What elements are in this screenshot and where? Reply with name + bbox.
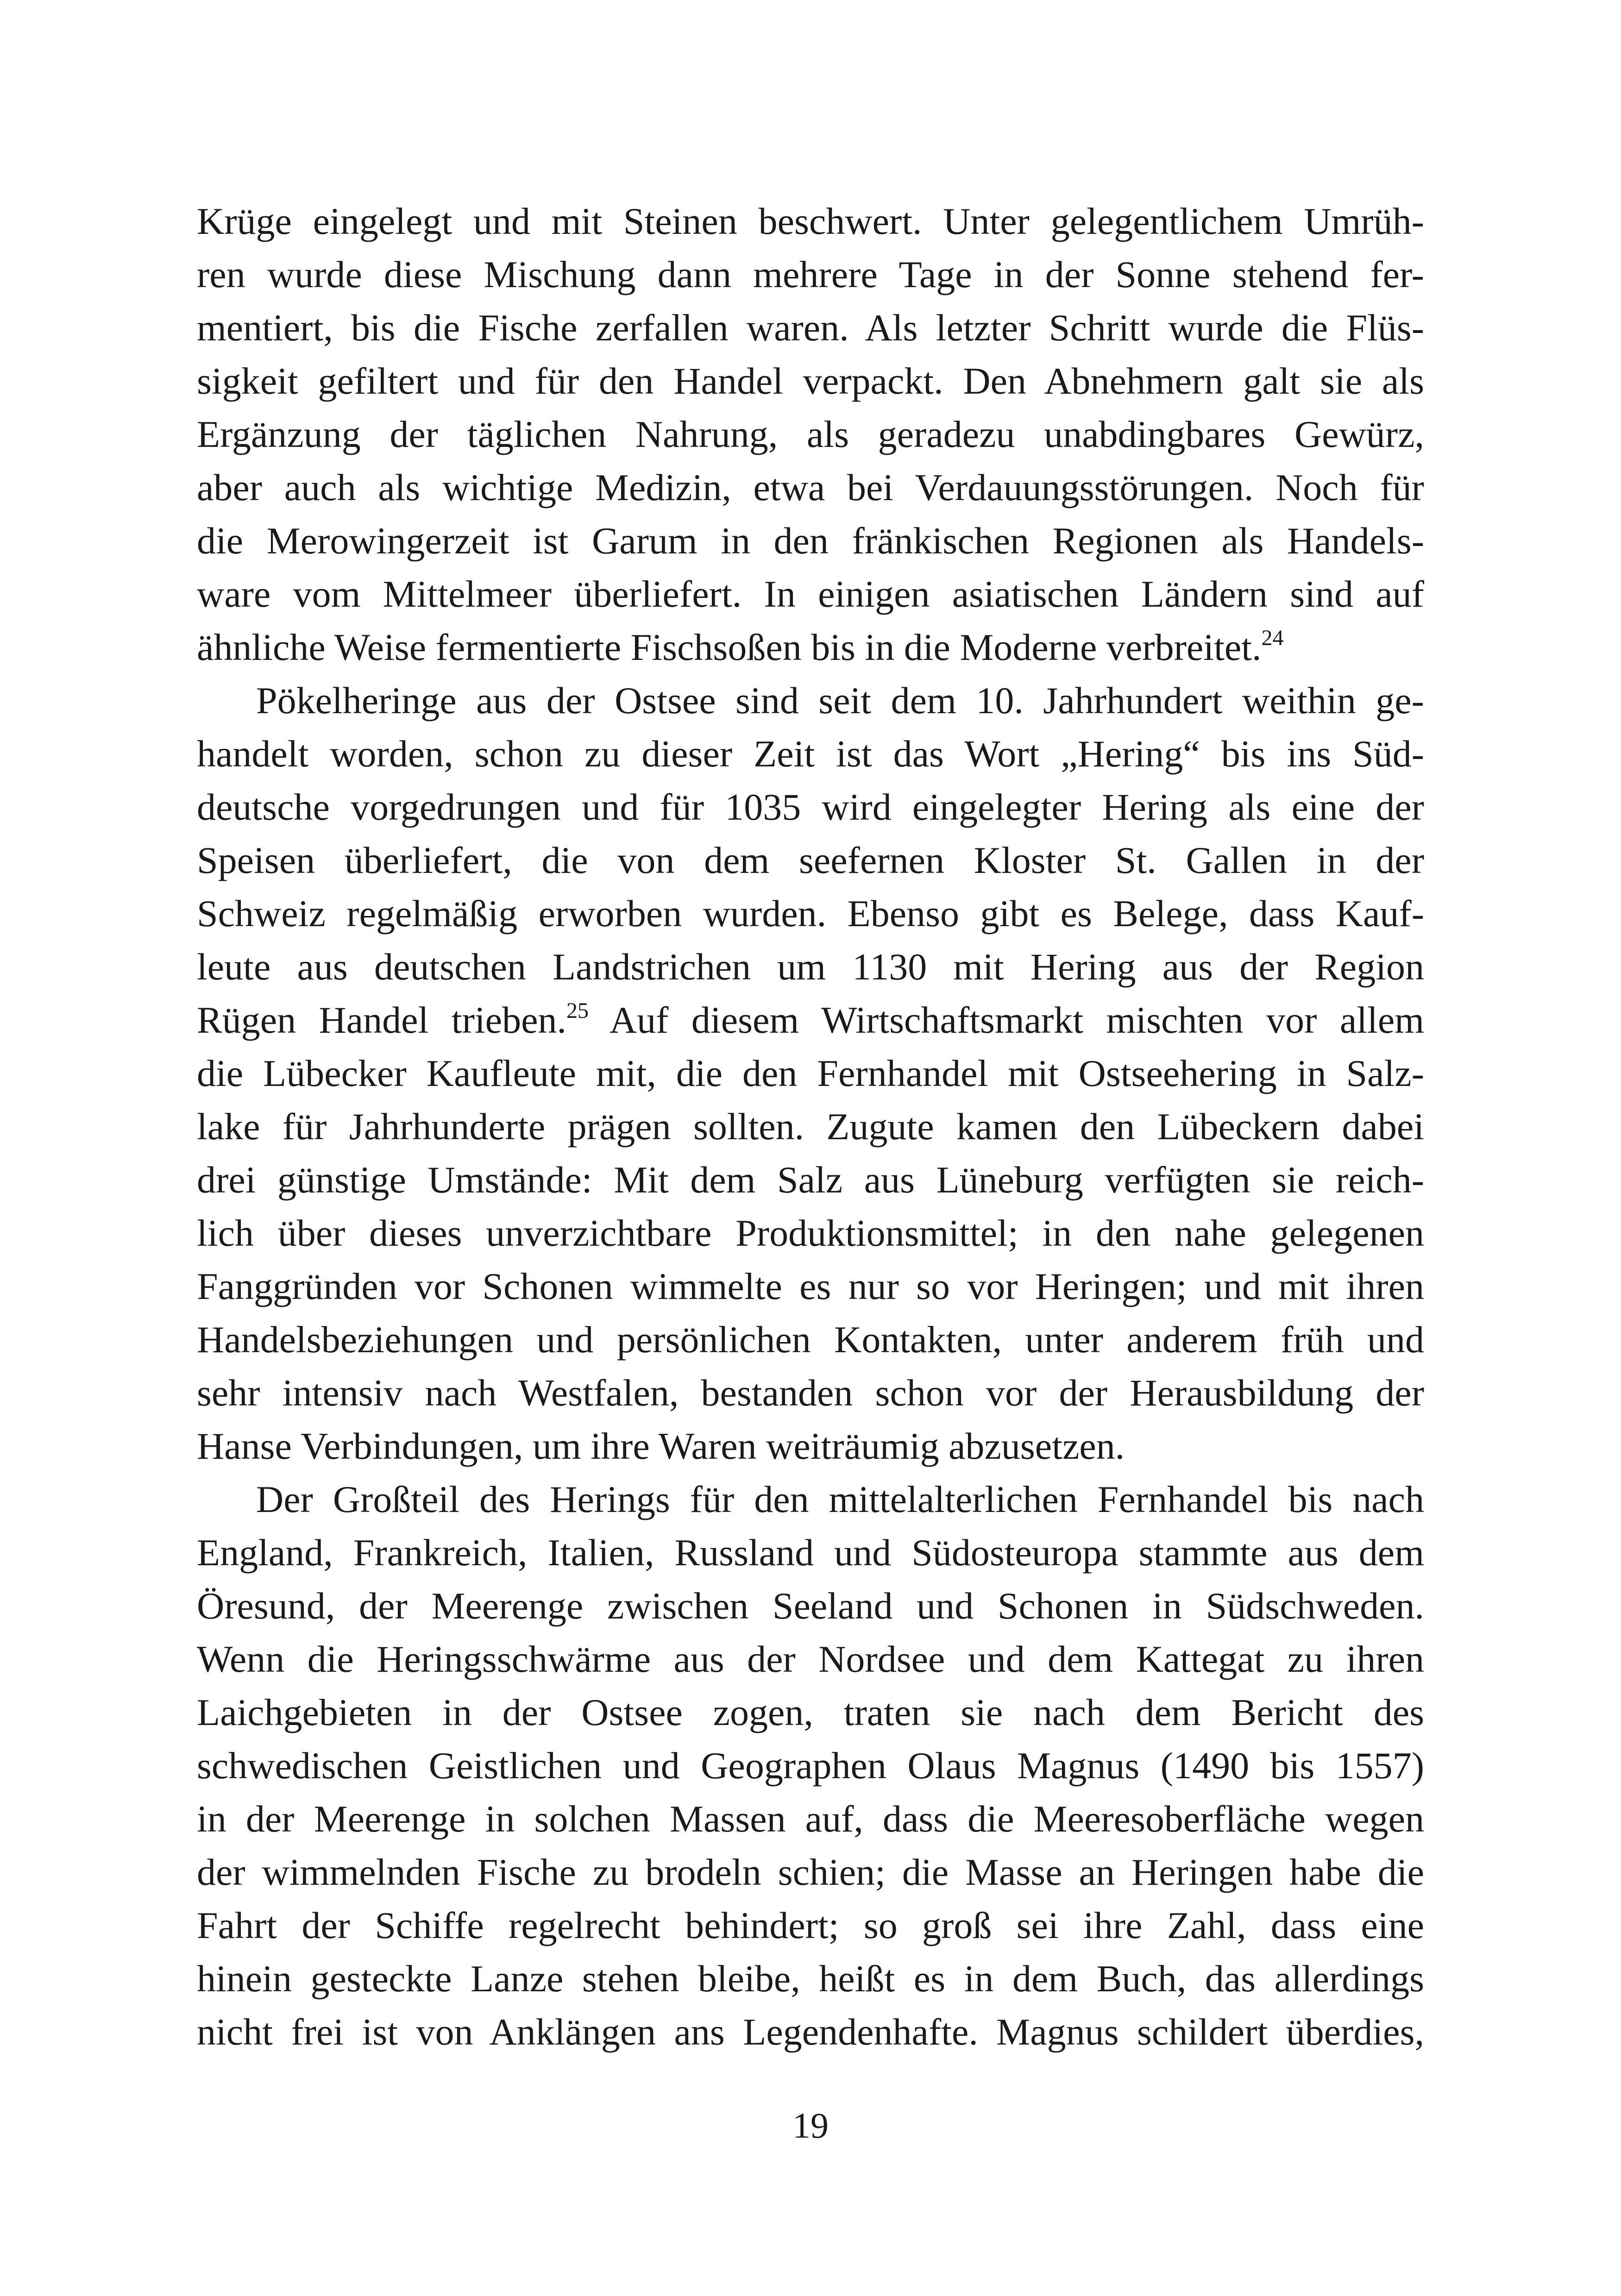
text-line: England, Frankreich, Italien, Russland und Südosteuropa stammte aus dem xyxy=(197,1531,1424,1574)
page-number: 19 xyxy=(792,2105,829,2145)
text-line: Hanse Verbindungen, um ihre Waren weiträumig abzusetzen. xyxy=(197,1425,1125,1467)
text-line: aber auch als wichtige Medizin, etwa bei Verdauungsstörungen. Noch für xyxy=(197,466,1424,508)
text-line: ren wurde diese Mischung dann mehrere Tage in der Sonne stehend fer- xyxy=(197,253,1424,295)
text-line: Laichgebieten in der Ostsee zogen, traten sie nach dem Bericht des xyxy=(197,1691,1424,1733)
text-line: lich über dieses unverzichtbare Produktionsmittel; in den nahe gelegenen xyxy=(197,1212,1424,1254)
text-line: lake für Jahrhunderte prägen sollten. Zugute kamen den Lübeckern dabei xyxy=(197,1105,1424,1148)
text-line: Öresund, der Meerenge zwischen Seeland und Schonen in Südschweden. xyxy=(197,1585,1424,1627)
text-line: Speisen überliefert, die von dem seefernen Kloster St. Gallen in der xyxy=(197,839,1424,881)
footnote-reference[interactable]: 24 xyxy=(1261,626,1284,650)
text-line: die Lübecker Kaufleute mit, die den Fernhandel mit Ostseehering in Salz- xyxy=(197,1052,1424,1094)
text-fragment: Rügen Handel trieben. xyxy=(197,999,566,1041)
text-line: deutsche vorgedrungen und für 1035 wird eingelegter Hering als eine der xyxy=(197,786,1424,828)
body-text xyxy=(197,194,1424,2058)
text-line: leute aus deutschen Landstrichen um 1130 mit Hering aus der Region xyxy=(197,946,1424,988)
text-line: Schweiz regelmäßig erworben wurden. Ebenso gibt es Belege, dass Kauf- xyxy=(197,892,1424,935)
text-fragment: ähnliche Weise fermentierte Fischsoßen bis in die Moderne verbreitet. xyxy=(197,626,1262,668)
text-line: Der Großteil des Herings für den mittelalterlichen Fernhandel bis nach xyxy=(256,1478,1424,1520)
text-line: in der Meerenge in solchen Massen auf, dass die Meeresoberfläche wegen xyxy=(197,1798,1424,1840)
text-line: handelt worden, schon zu dieser Zeit ist das Wort „Hering“ bis ins Süd- xyxy=(197,733,1424,775)
text-line: sigkeit gefiltert und für den Handel verpackt. Den Abnehmern galt sie als xyxy=(197,360,1424,402)
text-line xyxy=(197,993,1424,1047)
text-line: Fahrt der Schiffe regelrecht behindert; so groß sei ihre Zahl, dass eine xyxy=(197,1904,1424,1946)
text-line: Krüge eingelegt und mit Steinen beschwert. Unter gelegentlichem Umrüh- xyxy=(197,200,1424,242)
text-line: Handelsbeziehungen und persönlichen Kontakten, unter anderem früh und xyxy=(197,1318,1424,1361)
text-line: Pökelheringe aus der Ostsee sind seit dem 10. Jahrhundert weithin ge- xyxy=(256,679,1424,721)
text-line: ware vom Mittelmeer überliefert. In einigen asiatischen Ländern sind auf xyxy=(197,573,1424,615)
text-line: nicht frei ist von Anklängen ans Legendenhafte. Magnus schildert überdies, xyxy=(197,2011,1424,2053)
text-line: drei günstige Umstände: Mit dem Salz aus Lüneburg verfügten sie reich- xyxy=(197,1159,1424,1201)
text-line: Fanggründen vor Schonen wimmelte es nur so vor Heringen; und mit ihren xyxy=(197,1265,1424,1307)
text-line: der wimmelnden Fische zu brodeln schien; die Masse an Heringen habe die xyxy=(197,1851,1424,1893)
text-line: Wenn die Heringsschwärme aus der Nordsee und dem Kattegat zu ihren xyxy=(197,1638,1424,1680)
text-line: hinein gesteckte Lanze stehen bleibe, heißt es in dem Buch, das allerdings xyxy=(197,1957,1424,2000)
text-line: sehr intensiv nach Westfalen, bestanden schon vor der Herausbildung der xyxy=(197,1372,1424,1414)
text-line: schwedischen Geistlichen und Geographen Olaus Magnus (1490 bis 1557) xyxy=(197,1744,1424,1787)
footnote-reference[interactable]: 25 xyxy=(566,998,589,1023)
text-line xyxy=(197,621,1424,674)
text-fragment: Auf diesem Wirtschaftsmarkt mischten vor allem xyxy=(588,999,1425,1041)
text-line: die Merowingerzeit ist Garum in den fränkischen Regionen als Handels- xyxy=(197,520,1424,562)
text-line: mentiert, bis die Fische zerfallen waren. Als letzter Schritt wurde die Flüs- xyxy=(197,307,1424,349)
text-line: Ergänzung der täglichen Nahrung, als geradezu unabdingbares Gewürz, xyxy=(197,413,1424,455)
